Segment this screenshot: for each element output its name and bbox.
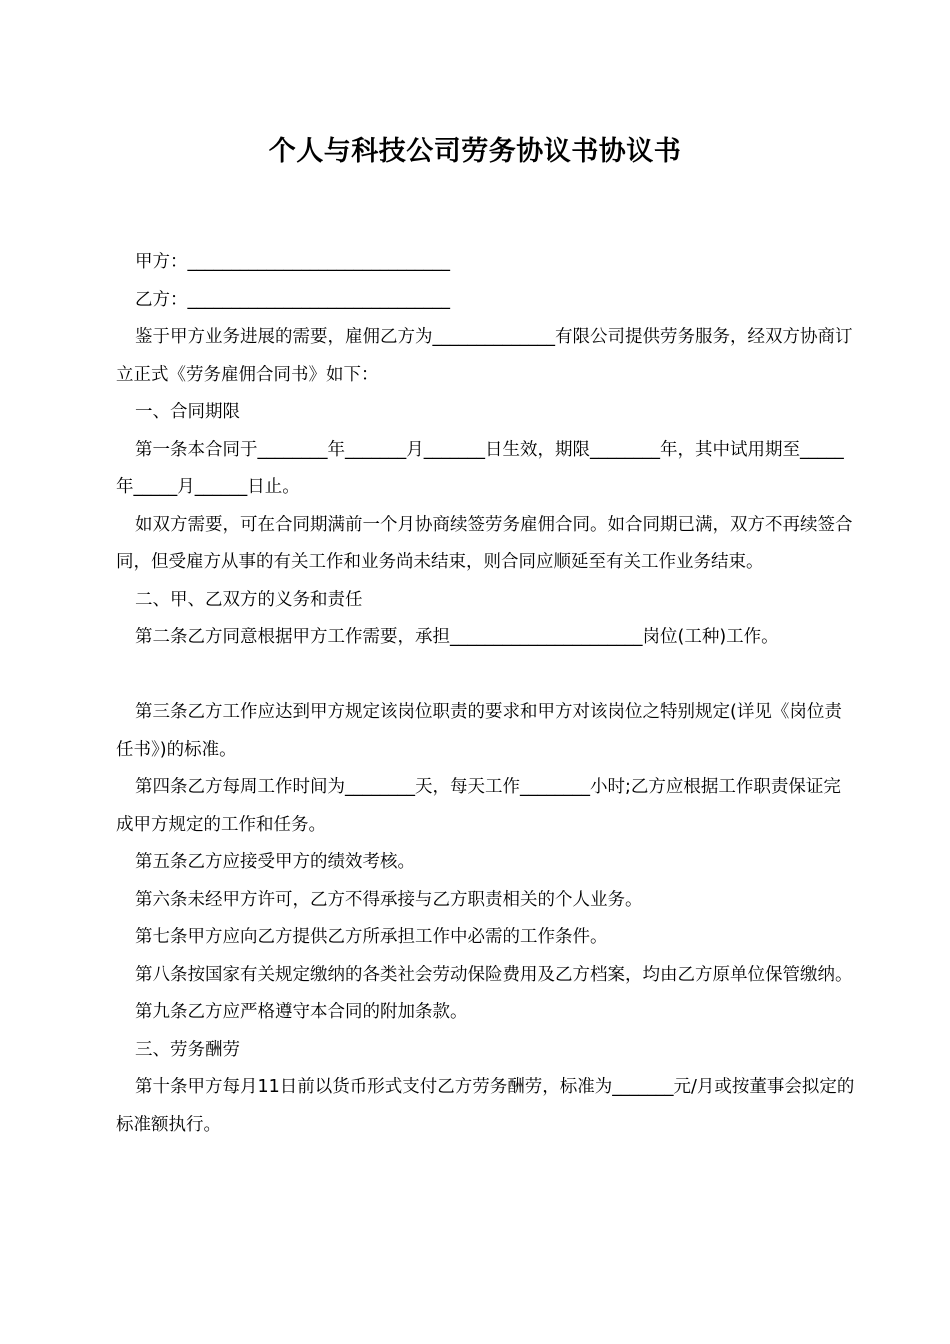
article-9: 第九条乙方应严格遵守本合同的附加条款。	[135, 1002, 468, 1022]
article-3: 第三条乙方工作应达到甲方规定该岗位职责的要求和甲方对该岗位之特别规定(详见《岗位责任书》)的标准。	[116, 702, 842, 760]
document-body	[116, 244, 856, 1144]
document-title: 个人与科技公司劳务协议书协议书	[268, 136, 682, 167]
article-10: 第十条甲方每月11日前以货币形式支付乙方劳务酬劳，标准为_______元/月或按董事会拟定的标准额执行。	[116, 1077, 855, 1135]
blank-line	[116, 657, 856, 695]
section-heading-term: 一、合同期限	[135, 402, 240, 422]
section-heading-duties: 二、甲、乙双方的义务和责任	[135, 589, 363, 610]
article-8: 第八条按国家有关规定缴纳的各类社会劳动保险费用及乙方档案，均由乙方原单位保管缴纳。	[135, 964, 853, 985]
section-heading-remuneration: 三、劳务酬劳	[135, 1039, 240, 1060]
article-1: 第一条本合同于________年_______月_______日生效，期限________年，其中试用期至_____年_____月______日止。	[116, 439, 844, 497]
article-2: 第二条乙方同意根据甲方工作需要，承担______________________岗位(工种)工作。	[135, 627, 779, 647]
party-b-line: 乙方：______________________________	[135, 289, 450, 310]
party-a-line: 甲方：______________________________	[135, 252, 450, 272]
preamble-paragraph: 鉴于甲方业务进展的需要，雇佣乙方为______________有限公司提供劳务服务，经双方协商订立正式《劳务雇佣合同书》如下：	[116, 327, 853, 385]
article-6: 第六条未经甲方许可，乙方不得承接与乙方职责相关的个人业务。	[135, 889, 643, 910]
article-7: 第七条甲方应向乙方提供乙方所承担工作中必需的工作条件。	[135, 927, 608, 947]
renewal-paragraph: 如双方需要，可在合同期满前一个月协商续签劳务雇佣合同。如合同期已满，双方不再续签合同，但受雇方从事的有关工作和业务尚未结束，则合同应顺延至有关工作业务结束。	[116, 514, 853, 572]
article-5: 第五条乙方应接受甲方的绩效考核。	[135, 852, 415, 872]
article-4: 第四条乙方每周工作时间为________天，每天工作________小时;乙方应根据工作职责保证完成甲方规定的工作和任务。	[116, 777, 841, 835]
